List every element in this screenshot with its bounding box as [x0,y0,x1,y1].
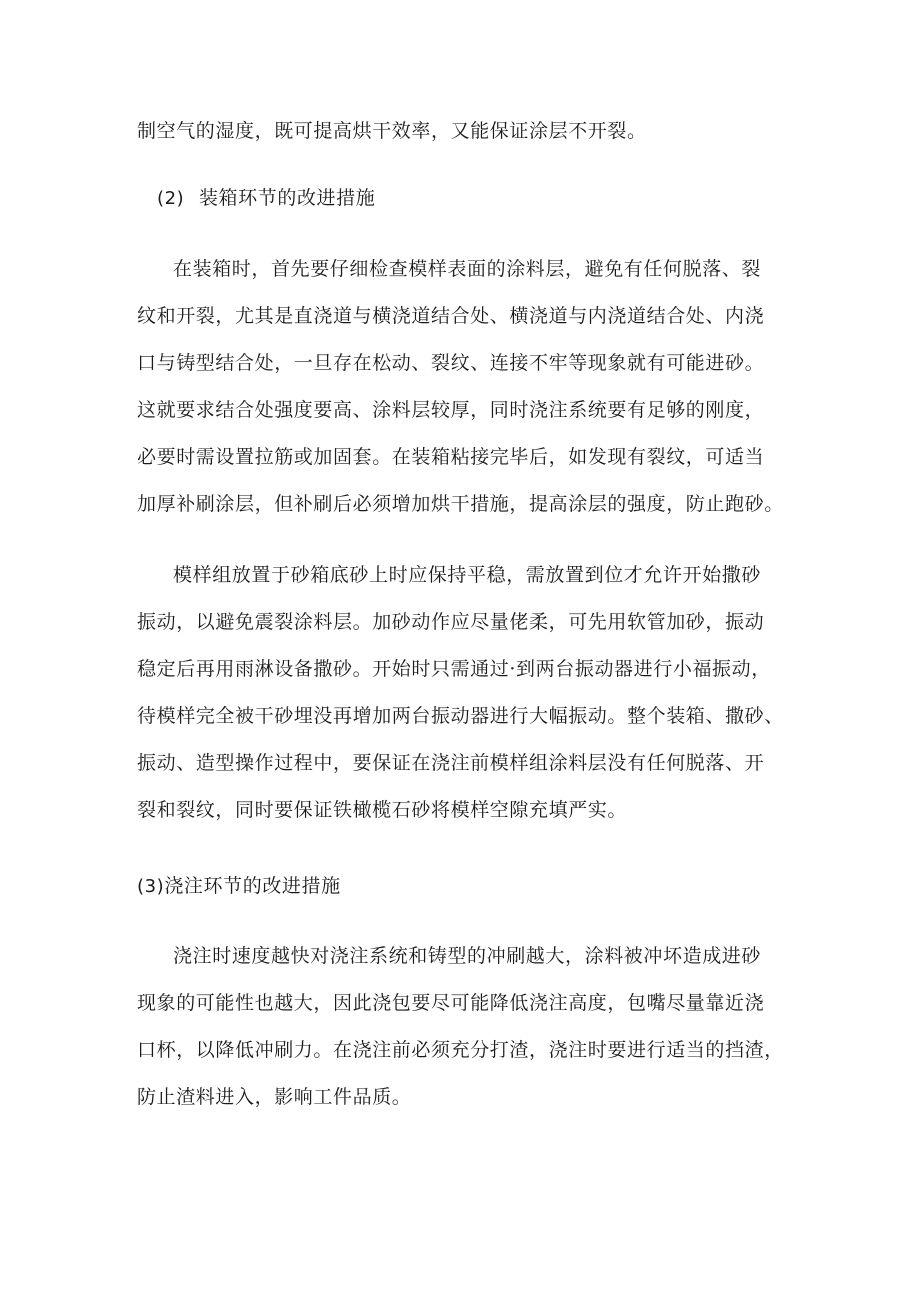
paragraph-packing [137,258,787,540]
text-line: 浇注时速度越快对浇注系统和铸型的冲刷越大，涂料被冲坏造成进砂 [173,945,762,967]
text-line: 振动、造型操作过程中，要保证在浇注前模样组涂料层没有任何脱落、开 [137,752,765,774]
section-number: (3) [137,876,165,897]
section-title: 浇注环节的改进措施 [164,875,341,897]
text-line: 必要时需设置拉筋或加固套。在装箱粘接完毕后，如发现有裂纹，可适当 [137,446,765,468]
paragraph-sanding [137,564,787,846]
text-line: 稳定后再用雨淋设备撒砂。开始时只需通过·到两台振动器进行小福振动， [137,658,771,680]
text-line: 纹和开裂，尤其是直浇道与横浇道结合处、横浇道与内浇道结合处、内浇 [137,305,765,327]
text-line: 在装箱时，首先要仔细检查模样表面的涂料层，避免有任何脱落、裂 [173,258,762,280]
paragraph-continuation [137,120,787,167]
paragraph-pouring [137,945,787,1133]
text-line: 现象的可能性也越大，因此浇包要尽可能降低浇注高度，包嘴尽量靠近浇 [137,992,765,1014]
section-heading-2 [157,187,375,209]
text-line: 口与铸型结合处，一旦存在松动、裂纹、连接不牢等现象就有可能进砂。 [137,352,765,374]
text-line: 防止渣料进入，影响工件品质。 [137,1086,412,1108]
text-line: 加厚补刷涂层，但补刷后必须增加烘干措施，提高涂层的强度，防止跑砂。 [137,493,784,515]
text-line: 振动，以避免震裂涂料层。加砂动作应尽量佬柔，可先用软管加砂，振动 [137,611,765,633]
text-line: 待模样完全被干砂埋没再增加两台振动器进行大幅振动。整个装箱、撒砂、 [137,705,784,727]
text-line: 这就要求结合处强度要高、涂料层较厚，同时浇注系统要有足够的刚度， [137,399,765,421]
text-line: 模样组放置于砂箱底砂上时应保持平稳，需放置到位才允许开始撒砂 [173,564,762,586]
section-number: (2) [157,188,185,209]
text-line: 口杯，以降低冲刷力。在浇注前必须充分打渣，浇注时要进行适当的挡渣， [137,1039,784,1061]
text-line: 裂和裂纹，同时要保证铁橄榄石砂将模样空隙充填严实。 [137,799,628,821]
text-line: 制空气的湿度，既可提高烘干效率，又能保证涂层不开裂。 [137,120,647,142]
section-title: 装箱环节的改进措施 [198,187,376,209]
section-heading-3 [137,875,341,897]
